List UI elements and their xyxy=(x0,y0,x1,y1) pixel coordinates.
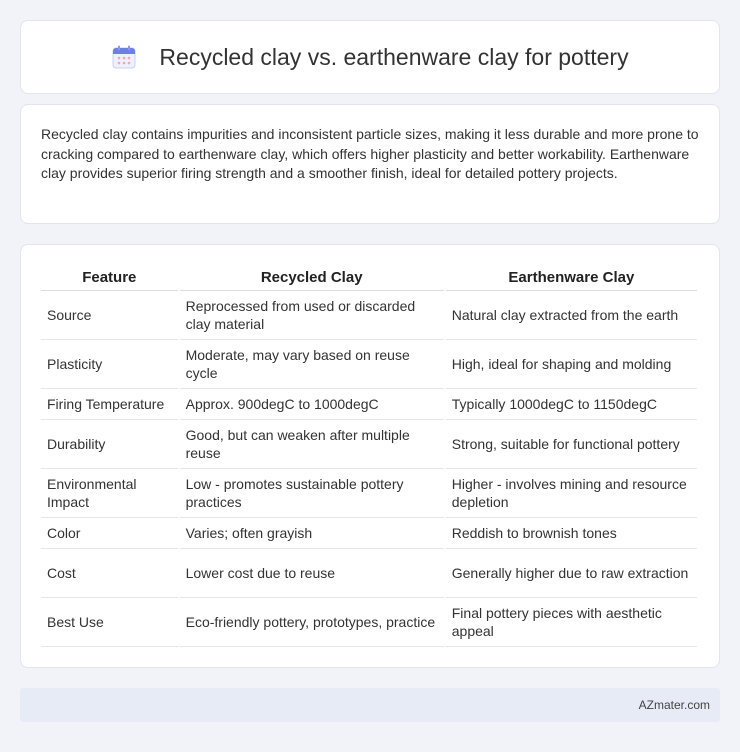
title-card xyxy=(20,20,720,94)
earthenware-cell: Final pottery pieces with aesthetic appeal xyxy=(446,598,697,647)
recycled-cell: Lower cost due to reuse xyxy=(180,549,444,598)
earthenware-cell: Strong, suitable for functional pottery xyxy=(446,420,697,469)
column-header-recycled: Recycled Clay xyxy=(180,265,444,291)
earthenware-cell: Higher - involves mining and resource depletion xyxy=(446,469,697,518)
comparison-table xyxy=(39,265,699,647)
description-card xyxy=(20,104,720,224)
feature-cell: Best Use xyxy=(41,598,178,647)
page-title: Recycled clay vs. earthenware clay for pottery xyxy=(159,43,629,70)
table-row xyxy=(41,291,697,340)
footer-brand[interactable]: AZmater.com xyxy=(638,698,710,712)
earthenware-cell: Natural clay extracted from the earth xyxy=(446,291,697,340)
recycled-cell: Reprocessed from used or discarded clay material xyxy=(180,291,444,340)
comparison-card xyxy=(20,244,720,668)
earthenware-cell: High, ideal for shaping and molding xyxy=(446,340,697,389)
table-row xyxy=(41,420,697,469)
table-row xyxy=(41,340,697,389)
recycled-cell: Varies; often grayish xyxy=(180,518,444,549)
table-row xyxy=(41,469,697,518)
column-header-feature: Feature xyxy=(41,265,178,291)
column-header-earthenware: Earthenware Clay xyxy=(446,265,697,291)
recycled-cell: Approx. 900degC to 1000degC xyxy=(180,389,444,420)
feature-cell: Environmental Impact xyxy=(41,469,178,518)
feature-cell: Cost xyxy=(41,549,178,598)
table-row xyxy=(41,389,697,420)
table-row xyxy=(41,518,697,549)
feature-cell: Firing Temperature xyxy=(41,389,178,420)
description-text: Recycled clay contains impurities and inconsistent particle sizes, making it less durable and more prone to cracking compared to earthenware clay, which offers higher plasticity and better workability. Earthenware clay provides superior firing strength and a smoother finish, ideal for detailed pottery projects. xyxy=(41,126,699,181)
table-header-row xyxy=(41,265,697,291)
earthenware-cell: Reddish to brownish tones xyxy=(446,518,697,549)
footer-bar xyxy=(20,688,720,722)
feature-cell: Source xyxy=(41,291,178,340)
recycled-cell: Low - promotes sustainable pottery practices xyxy=(180,469,444,518)
table-row xyxy=(41,549,697,598)
earthenware-cell: Generally higher due to raw extraction xyxy=(446,549,697,598)
recycled-cell: Good, but can weaken after multiple reuse xyxy=(180,420,444,469)
feature-cell: Color xyxy=(41,518,178,549)
calendar-icon xyxy=(111,44,137,70)
table-row xyxy=(41,598,697,647)
earthenware-cell: Typically 1000degC to 1150degC xyxy=(446,389,697,420)
feature-cell: Durability xyxy=(41,420,178,469)
recycled-cell: Eco-friendly pottery, prototypes, practice xyxy=(180,598,444,647)
feature-cell: Plasticity xyxy=(41,340,178,389)
recycled-cell: Moderate, may vary based on reuse cycle xyxy=(180,340,444,389)
